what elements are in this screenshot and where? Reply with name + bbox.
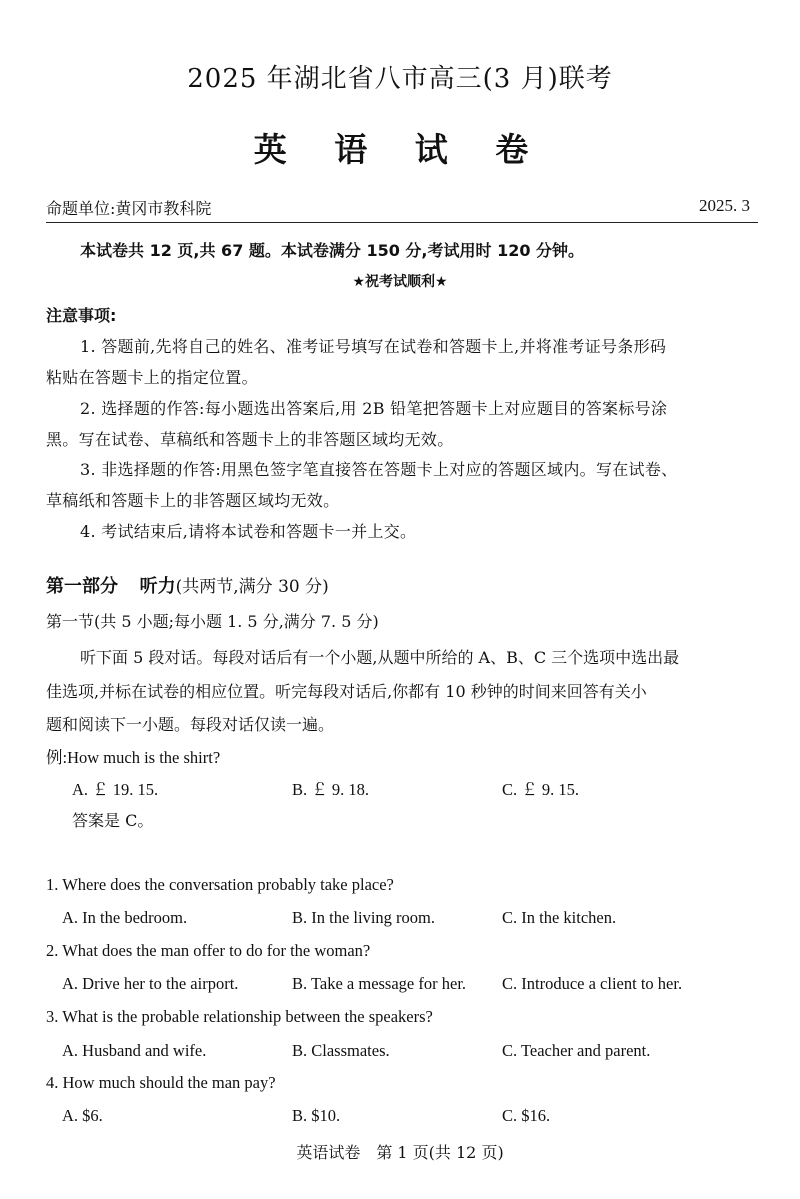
page-footer: 英语试卷 第 1 页(共 12 页) — [296, 1143, 504, 1162]
part-note: (共两节,满分 30 分) — [175, 577, 329, 597]
question-option-a: A. Husband and wife. — [62, 1041, 207, 1060]
question-stem: 1. Where does the conversation probably take place? — [46, 875, 394, 894]
example-question: 例:How much is the shirt? — [46, 748, 221, 767]
instruction-line: 听下面 5 段对话。每段对话后有一个小题,从题中所给的 A、B、C 三个选项中选出最 — [80, 648, 680, 667]
notes-heading: 注意事项: — [46, 306, 117, 325]
notes-line: 黑。写在试卷、草稿纸和答题卡上的非答题区域均无效。 — [46, 430, 454, 449]
question-option-b: B. Classmates. — [292, 1041, 390, 1060]
notes-line: 草稿纸和答题卡上的非答题区域均无效。 — [46, 491, 340, 510]
part-label: 第一部分 — [46, 576, 118, 597]
example-option-c: C. ￡ 9. 15. — [502, 780, 580, 799]
question-option-b: B. $10. — [292, 1106, 341, 1125]
notes-line: 3. 非选择题的作答:用黑色签字笔直接答在答题卡上对应的答题区域内。写在试卷、 — [80, 460, 678, 479]
question-stem: 2. What does the man offer to do for the woman? — [46, 941, 371, 960]
question-stem: 3. What is the probable relationship between the speakers? — [46, 1007, 433, 1026]
exam-date: 2025. 3 — [699, 196, 750, 215]
notes-line: 4. 考试结束后,请将本试卷和答题卡一并上交。 — [80, 522, 417, 541]
exam-summary: 本试卷共 12 页,共 67 题。本试卷满分 150 分,考试用时 120 分钟。 — [80, 241, 585, 260]
question-option-c: C. $16. — [502, 1106, 551, 1125]
notes-line: 2. 选择题的作答:每小题选出答案后,用 2B 铅笔把答题卡上对应题目的答案标号涂 — [80, 399, 668, 418]
subject-title: 英 语 试 卷 — [253, 130, 547, 169]
good-luck-banner: ★祝考试顺利★ — [352, 274, 448, 290]
part-name: 听力 — [139, 576, 176, 597]
notes-line: 1. 答题前,先将自己的姓名、准考证号填写在试卷和答题卡上,并将准考证号条形码 — [80, 337, 667, 356]
example-option-a: A. ￡ 19. 15. — [72, 780, 159, 799]
setter-unit: 命题单位:黄冈市教科院 — [46, 199, 212, 218]
exam-title: 2025 年湖北省八市高三(3 月)联考 — [187, 64, 613, 94]
section-one-heading: 第一节(共 5 小题;每小题 1. 5 分,满分 7. 5 分) — [46, 612, 379, 631]
question-option-c: C. In the kitchen. — [502, 908, 617, 927]
question-option-a: A. $6. — [62, 1106, 103, 1125]
example-option-b: B. ￡ 9. 18. — [292, 780, 370, 799]
question-option-b: B. Take a message for her. — [292, 974, 467, 993]
question-option-b: B. In the living room. — [292, 908, 435, 927]
question-option-c: C. Teacher and parent. — [502, 1041, 651, 1060]
header-rule — [46, 222, 758, 223]
notes-line: 粘贴在答题卡上的指定位置。 — [46, 368, 258, 387]
part-one-heading — [46, 572, 329, 598]
question-option-a: A. Drive her to the airport. — [62, 974, 239, 993]
instruction-line: 题和阅读下一小题。每段对话仅读一遍。 — [46, 715, 335, 734]
question-option-a: A. In the bedroom. — [62, 908, 188, 927]
example-answer: 答案是 C。 — [72, 811, 154, 830]
question-stem: 4. How much should the man pay? — [46, 1073, 276, 1092]
question-option-c: C. Introduce a client to her. — [502, 974, 683, 993]
instruction-line: 佳选项,并标在试卷的相应位置。听完每段对话后,你都有 10 秒钟的时间来回答有关小 — [46, 682, 647, 701]
